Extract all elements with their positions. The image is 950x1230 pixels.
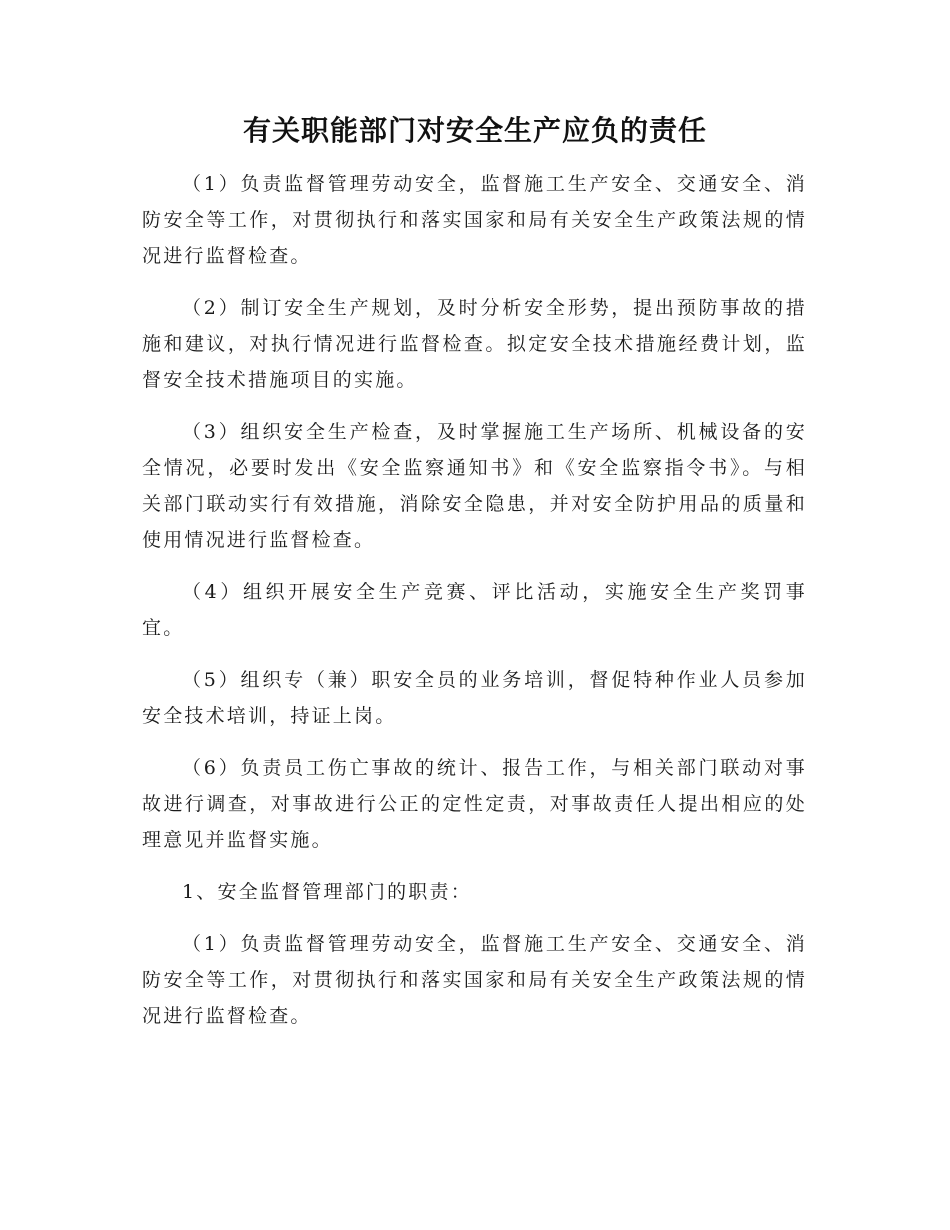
paragraph-3: （3）组织安全生产检查，及时掌握施工生产场所、机械设备的安全情况，必要时发出《安全监察通知书》和《安全监察指令书》。与相关部门联动实行有效措施，消除安全隐患，并对安全防护用品的质量和使用情况进行监督检查。 bbox=[142, 421, 807, 551]
section-heading: 1、安全监督管理部门的职责： bbox=[182, 881, 472, 903]
paragraph-6: （6）负责员工伤亡事故的统计、报告工作，与相关部门联动对事故进行调查，对事故进行公正的定性定责，对事故责任人提出相应的处理意见并监督实施。 bbox=[142, 757, 807, 851]
paragraph-5: （5）组织专（兼）职安全员的业务培训，督促特种作业人员参加安全技术培训，持证上岗。 bbox=[142, 669, 807, 727]
document-body bbox=[142, 166, 807, 1050]
paragraph-7: （1）负责监督管理劳动安全，监督施工生产安全、交通安全、消防安全等工作，对贯彻执行和落实国家和局有关安全生产政策法规的情况进行监督检查。 bbox=[142, 933, 807, 1027]
paragraph-1: （1）负责监督管理劳动安全，监督施工生产安全、交通安全、消防安全等工作，对贯彻执行和落实国家和局有关安全生产政策法规的情况进行监督检查。 bbox=[142, 173, 807, 267]
document-title: 有关职能部门对安全生产应负的责任 bbox=[242, 114, 707, 147]
paragraph-2: （2）制订安全生产规划，及时分析安全形势，提出预防事故的措施和建议，对执行情况进行监督检查。拟定安全技术措施经费计划，监督安全技术措施项目的实施。 bbox=[142, 297, 807, 391]
paragraph-4: （4）组织开展安全生产竞赛、评比活动，实施安全生产奖罚事宜。 bbox=[142, 581, 807, 639]
